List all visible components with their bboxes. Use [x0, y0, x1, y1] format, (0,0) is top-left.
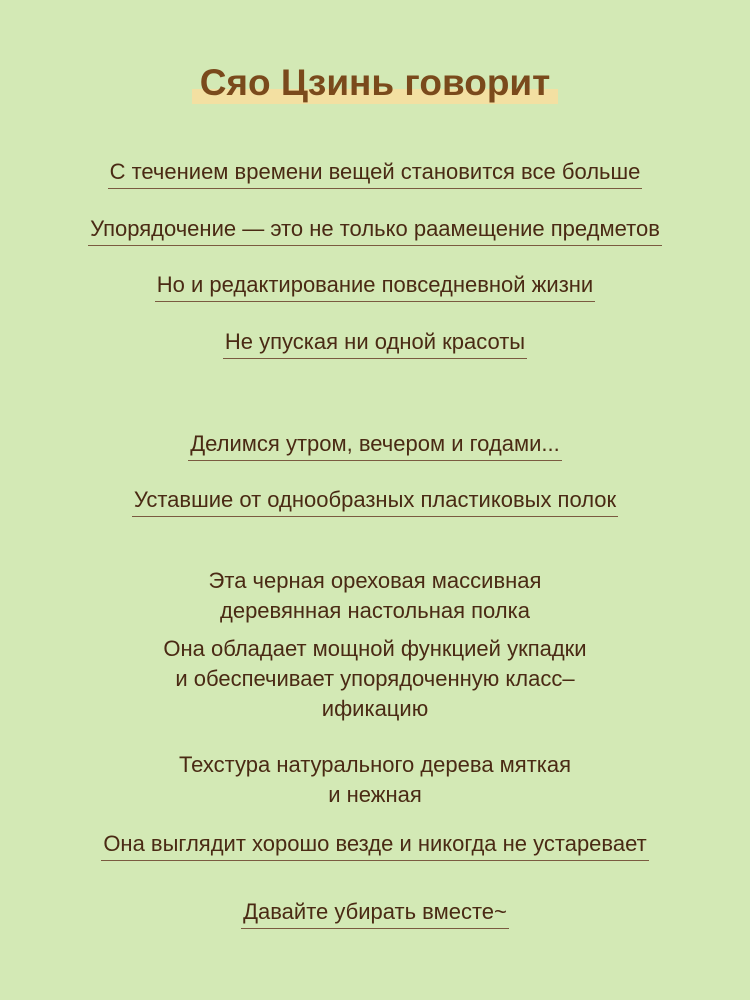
paragraph-line: Эта черная ореховая массивная: [208, 568, 542, 593]
paragraph-3: [0, 750, 750, 810]
underlined-text: Давайте убирать вместе~: [241, 898, 509, 929]
text-line-4: [0, 328, 750, 359]
paragraph-line: ификацию: [321, 696, 429, 721]
paragraph-line: Она обладает мощной функцией укпадки: [163, 636, 587, 661]
paragraph-line: деревянная настольная полка: [220, 598, 530, 623]
page-title: Сяо Цзинь говорит: [192, 58, 559, 108]
paragraph-2: [0, 634, 750, 724]
paragraph-line: Техстура натурального дерева мяткая: [178, 752, 572, 777]
title-block: [0, 58, 750, 108]
underlined-text: Уставшие от однообразных пластиковых полок: [132, 486, 618, 517]
text-line-6: [0, 486, 750, 517]
text-line-2: [0, 215, 750, 246]
underlined-text: Делимся утром, вечером и годами...: [188, 430, 561, 461]
closing-line-2: [0, 898, 750, 929]
underlined-text: Она выглядит хорошо везде и никогда не устаревает: [101, 830, 648, 861]
paragraph-line: и обеспечивает упорядоченную класс–: [175, 666, 575, 691]
paragraph-line: и нежная: [328, 782, 422, 807]
paragraph-1: [0, 566, 750, 626]
underlined-text: Не упуская ни одной красоты: [223, 328, 527, 359]
underlined-text: С течением времени вещей становится все больше: [108, 158, 643, 189]
text-line-5: [0, 430, 750, 461]
text-line-1: [0, 158, 750, 189]
text-line-3: [0, 271, 750, 302]
closing-line-1: [0, 830, 750, 861]
underlined-text: Упорядочение — это не только раамещение предметов: [88, 215, 662, 246]
underlined-text: Но и редактирование повседневной жизни: [155, 271, 595, 302]
